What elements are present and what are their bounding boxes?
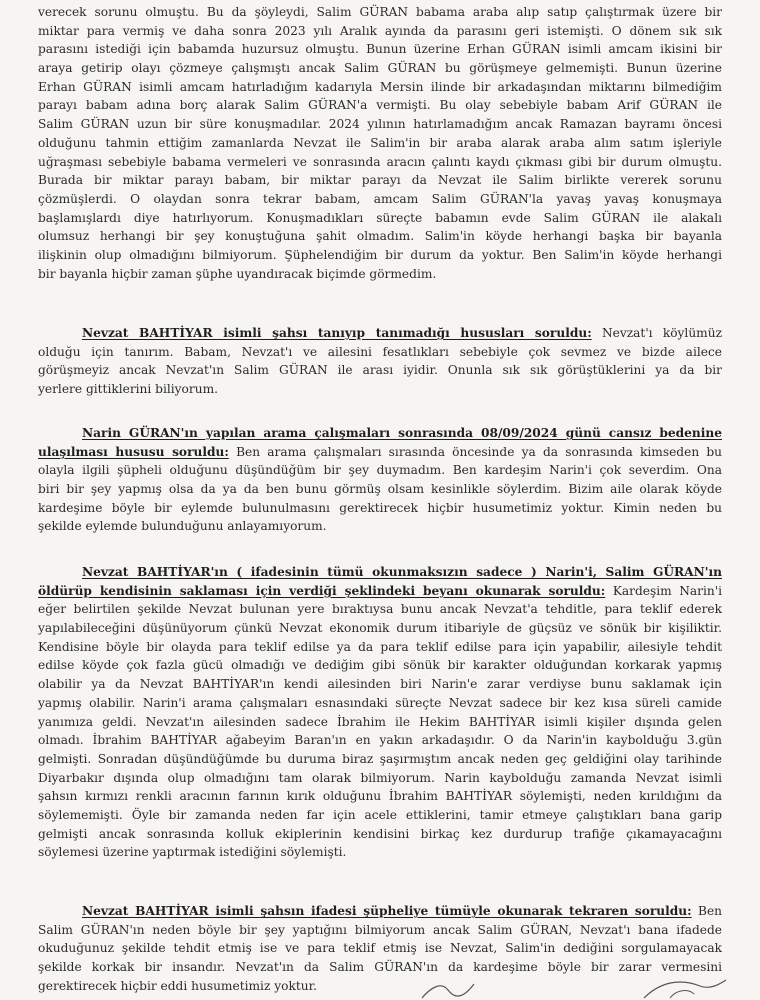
text-line: yapılabileceğini düşünüyorum çünkü Nevzat ekonomik durum itibariyle de güçsüz ve sönük bir kişiliktir. — [38, 621, 722, 636]
text-line: kardeşime böyle bir eylemde bulunulmasını gerektirecek hiçbir husumetimiz yoktur. Kimin neden bu — [38, 500, 722, 515]
text-line: Diyarbakır dışında olup olmadığını tam olarak bilmiyorum. Narin kaybolduğu zamanda Nevzat isimli — [38, 770, 722, 785]
question-text: Narin GÜRAN'ın yapılan arama çalışmaları sonrasında 08/09/2024 günü cansız bedenine — [82, 426, 722, 440]
text-line: bir bayanla hiçbir zaman şüphe uyandıracak biçimde görmedim. — [38, 266, 437, 281]
text-line: uğraşması sebebiyle babama vermeleri ve sonrasında aracın çalıntı kaydı çıkması gibi bir durum olmuştu. — [38, 154, 722, 169]
text-line: görüşmeyiz ancak Nevzat'ın Salim GÜRAN ile arası iyidir. Onunla sık sık görüştüklerini ya da bir — [38, 363, 722, 378]
text-line: şekilde eylemde bulunduğunu anlayamıyorum. — [38, 519, 327, 534]
text-line: olayla ilgili şüpheli olduğunu düşündüğüm bir şey duymadım. Ben kardeşim Narin'i çok severdim. Ona — [38, 463, 722, 478]
text-line: ilişkinin olup olmadığını bilmiyorum. Şüphelendiğim bir durum da yoktur. Ben Salim'in köyde herhangi — [38, 247, 722, 262]
text-line: araya getirip olayı çözmeye çalışmıştı ancak Salim GÜRAN bu görüşmeye gelmemişti. Bunun üzerine — [38, 61, 722, 76]
text-line: olduğu için tanırım. Babam, Nevzat'ı ve ailesini fesatlıkları sebebiyle çok sevmez ve bizde ailece — [38, 344, 722, 359]
answer-text: Ben — [697, 904, 723, 918]
text-line: miktar para vermiş ve daha sonra 2023 yılı Aralık ayında da parasını geri istemişti. O dönem sık sık — [38, 23, 722, 38]
paragraph-4 — [38, 563, 722, 862]
answer-text: Kardeşim Narin'i — [612, 583, 723, 598]
question-text: Nevzat BAHTİYAR isimli şahsı tanıyıp tanımadığı hususları soruldu: — [82, 326, 592, 340]
text-line: parayı babam adına borç alarak Salim GÜRAN'a vermişti. Bu olay sebebiyle babam Arif GÜRAN ile — [38, 98, 722, 113]
text-line: gerektirecek hiçbir eddi husumetimiz yoktur. — [38, 978, 317, 993]
text-line: parasını istediği için babamda huzursuz olmuştu. Bunun üzerine Erhan GÜRAN isimli amcam ikisini bir — [38, 42, 722, 57]
text-line: olduğunu tahmin ettiğim zamanlarda Nevzat ile Salim'in bir araba alarak araba alım satım işleriyle — [38, 135, 722, 150]
text-line: Erhan GÜRAN isimli amcam hatırladığım kadarıyla Mersin ilinde bir arkadaşından miktarını bilmediğim — [38, 79, 722, 94]
text-line: söylemesi üzerine yaptırmak istediğini söylemişti. — [38, 845, 347, 860]
text-line: gelmişti. Sonradan düşündüğümde bu duruma biraz şaşırmıştım ancak neden geç geldiğini olay tarihinde — [38, 751, 722, 766]
text-line: edilse köyde çok fazla gücü olmadığı ve dediğim gibi sönük bir karakter olduğundan korkarak yapmış — [38, 658, 722, 673]
text-line: çözmüşlerdi. O olaydan sonra tekrar babam, amcam Salim GÜRAN'la yavaş yavaş konuşmaya — [38, 191, 722, 206]
text-line: olumsuz herhangi bir şey konuştuğuna şahit olmadım. Salim'in köyde herhangi başka bir bayanla — [38, 229, 722, 244]
text-line: söylememişti. Öyle bir zamanda neden far için acele ettiklerini, tamir etmeye çalıştıkları bana garip — [38, 807, 722, 822]
text-line: eğer belirtilen şekilde Nevzat bulunan yere bıraktıysa bunu ancak Nevzat'a tehditle, para teklif ederek — [38, 602, 722, 617]
text-line: verecek sorunu olmuştu. Bu da şöyleydi, Salim GÜRAN babama araba alıp satıp çalıştırmak üzere bir — [38, 5, 722, 19]
question-text: Nevzat BAHTİYAR'ın ( ifadesinin tümü okunmaksızın sadece ) Narin'i, Salim GÜRAN'ın — [82, 565, 722, 579]
text-line: olabilir ya da Nevzat BAHTİYAR'ın kendi ailesinden biri Narin'e zarar verdiyse bunu saklamak için — [38, 677, 722, 692]
paragraph-5 — [38, 902, 722, 995]
question-text: ulaşılması hususu soruldu: — [38, 444, 229, 459]
question-line — [38, 443, 722, 462]
text-line: başlamışlardı diye hatırlıyorum. Konuşmadıkları süreçte babamın evde Salim GÜRAN ile alakalı — [38, 210, 722, 225]
paragraph-3 — [38, 424, 722, 536]
text-line: yapmış olabilir. Narin'i arama çalışmaları esnasındaki süreçte Nevzat sadece bir kez kısa süreli camide — [38, 695, 722, 710]
text-line: okuduğunuz şekilde tehdit etmiş ise ve para teklif etmiş ise Nevzat, Salim'in dediğini sorgulamayacak — [38, 941, 722, 956]
text-line: Burada bir miktar parayı babam, bir miktar parayı da Nevzat ile Salim birlikte vererek sorunu — [38, 173, 722, 188]
text-line: şekilde korkak bir insandır. Nevzat'ın da Salim GÜRAN'ın da kardeşime böyle bir zarar vermesini — [38, 960, 722, 975]
text-line: Kendisine böyle bir olayda para teklif edilse ya da para teklif edilse para için yapabilir, ailesiyle tehdit — [38, 639, 722, 654]
text-line: Salim GÜRAN uzun bir süre konuşmadılar. 2024 yılının hatırlamadığım ancak Ramazan bayramı öncesi — [38, 117, 722, 132]
answer-text: Nevzat'ı köylümüz — [601, 326, 722, 340]
text-line: olmadı. İbrahim BAHTİYAR ağabeyim Baran'ın en yakın arkadaşıdır. O da Narin'in kaybolduğu 3.gün — [38, 733, 722, 748]
text-line: Salim GÜRAN'ın neden böyle bir şey yaptığını bilmiyorum ancak Salim GÜRAN, Nevzat'ı bana ifadede — [38, 922, 722, 937]
question-line — [38, 902, 722, 921]
question-line — [38, 563, 722, 582]
question-line — [38, 424, 722, 443]
text-line: yanımıza geldi. Nevzat'ın ailesinden sadece İbrahim ile Hekim BAHTİYAR isimli kişiler dışında gelen — [38, 714, 722, 729]
question-text: Nevzat BAHTİYAR isimli şahsın ifadesi şüpheliye tümüyle okunarak tekraren soruldu: — [82, 904, 692, 918]
question-line — [38, 324, 722, 343]
text-line: biri bir şey yapmış olsa da ya da ben bunu görmüş olsam kesinlikle söylerdim. Bizim aile olarak köyde — [38, 482, 722, 497]
text-line: gelmişti ancak sonrasında kolluk ekiplerinin kendisini birkaç kez durdurup trafiğe çıkamayacağını — [38, 826, 722, 841]
text-line: şahsın kırmızı renkli aracının farının kırık olduğunu İbrahim BAHTİYAR söylemişti, neden kırıldığını da — [38, 789, 722, 804]
answer-text: Ben arama çalışmaları sırasında öncesinde ya da sonrasında kimseden bu — [236, 444, 723, 459]
question-line — [38, 582, 722, 601]
text-line: yerlere gittiklerini biliyorum. — [38, 382, 219, 397]
paragraph-2 — [38, 324, 722, 399]
question-text: öldürüp kendisinin saklaması için verdiği şeklindeki beyanı okunarak soruldu: — [38, 583, 606, 598]
paragraph-1 — [38, 3, 722, 283]
